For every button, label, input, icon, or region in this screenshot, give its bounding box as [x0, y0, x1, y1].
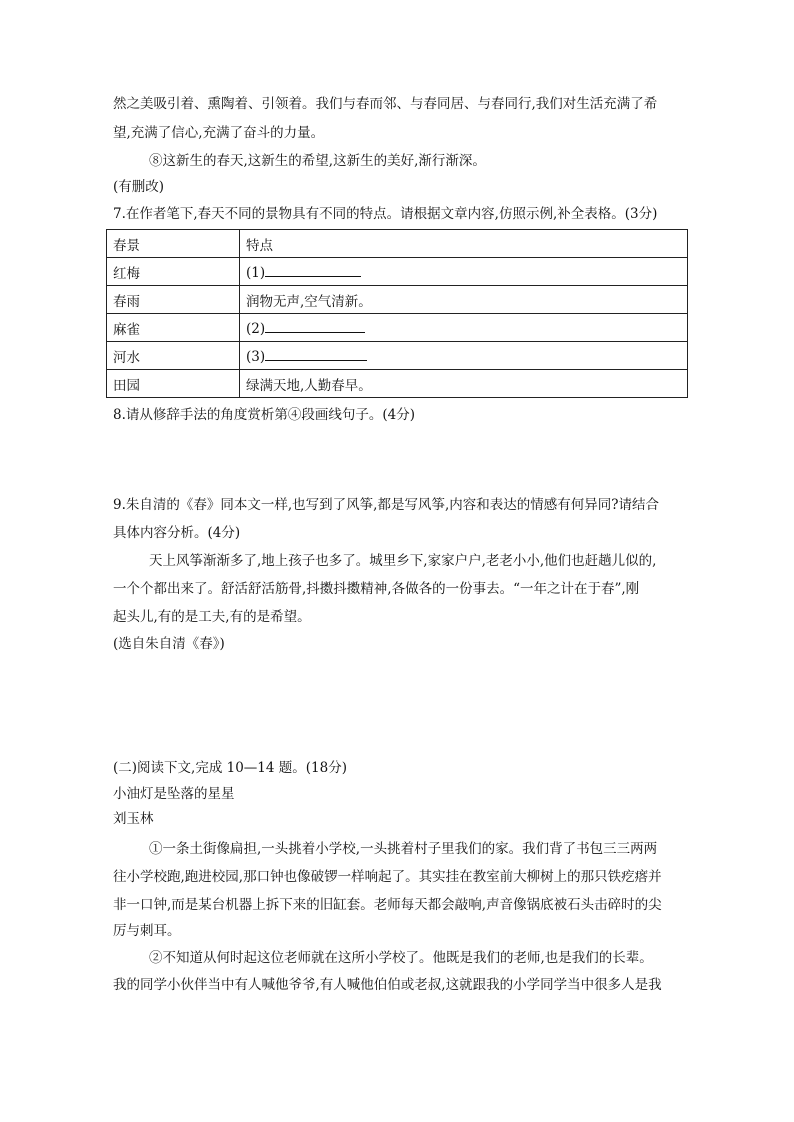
article-paragraph-line: 厉与刺耳。: [113, 923, 181, 939]
question-7-prompt: 7.在作者笔下,春天不同的景物具有不同的特点。请根据文章内容,仿照示例,补全表格。(3分): [113, 206, 658, 222]
question-9-prompt: 具体内容分析。(4分): [113, 525, 241, 541]
answer-blank[interactable]: [265, 262, 361, 277]
table-cell-feature: 润物无声,空气清新。: [240, 286, 688, 314]
table-cell-scene: 春雨: [107, 286, 240, 314]
table-row: [107, 258, 688, 286]
answer-blank[interactable]: [265, 346, 367, 361]
passage-source: (有删改): [113, 179, 165, 195]
table-header-cell: 春景: [107, 230, 240, 258]
question-8-prompt: 8.请从修辞手法的角度赏析第④段画线句子。(4分): [113, 407, 416, 423]
passage-line: 然之美吸引着、熏陶着、引领着。我们与春而邻、与春同居、与春同行,我们对生活充满了希: [113, 96, 658, 112]
article-paragraph-line: 往小学校跑,跑进校园,那口钟也像破锣一样响起了。其实挂在教室前大柳树上的那只铁疙瘩并: [113, 869, 662, 885]
passage-paragraph-8: ⑧这新生的春天,这新生的希望,这新生的美好,渐行渐深。: [149, 153, 486, 169]
table-cell-scene: 红梅: [107, 258, 240, 286]
features-table: [106, 229, 688, 398]
table-cell-feature: [240, 258, 688, 286]
answer-number: (2): [246, 321, 266, 337]
quote-line: 一个个都出来了。舒活舒活筋骨,抖擞抖擞精神,各做各的一份事去。“一年之计在于春”,刚: [113, 581, 640, 597]
answer-number: (1): [246, 265, 266, 281]
answer-number: (3): [246, 349, 266, 365]
article-author: 刘玉林: [113, 811, 154, 827]
question-9-prompt: 9.朱自清的《春》同本文一样,也写到了风筝,都是写风筝,内容和表达的情感有何异同?请结合: [113, 497, 659, 513]
quote-source: (选自朱自清《春》): [113, 636, 225, 652]
table-cell-feature: [240, 342, 688, 370]
answer-blank[interactable]: [265, 318, 365, 333]
quote-line: 天上风筝渐渐多了,地上孩子也多了。城里乡下,家家户户,老老小小,他们也赶趟儿似的,: [149, 553, 657, 569]
section-heading: (二)阅读下文,完成 10—14 题。(18分): [113, 760, 347, 776]
article-paragraph-line: ①一条土街像扁担,一头挑着小学校,一头挑着村子里我们的家。我们背了书包三三两两: [149, 841, 658, 857]
table-cell-scene: 河水: [107, 342, 240, 370]
quote-line: 起头儿,有的是工夫,有的是希望。: [113, 609, 311, 625]
article-paragraph-line: 非一口钟,而是某台机器上拆下来的旧缸套。老师每天都会敲响,声音像锅底被石头击碎时的尖: [113, 897, 662, 913]
table-header-cell: 特点: [240, 230, 688, 258]
article-paragraph-line: 我的同学小伙伴当中有人喊他爷爷,有人喊他伯伯或老叔,这就跟我的小学同学当中很多人是我: [113, 977, 662, 993]
table-row: [107, 286, 688, 314]
table-cell-feature: [240, 314, 688, 342]
article-paragraph-line: ②不知道从何时起这位老师就在这所小学校了。他既是我们的老师,也是我们的长辈。: [149, 950, 653, 966]
table-row: [107, 314, 688, 342]
passage-line: 望,充满了信心,充满了奋斗的力量。: [113, 125, 325, 141]
table-header-row: [107, 230, 688, 258]
table-cell-scene: 田园: [107, 370, 240, 398]
article-title: 小油灯是坠落的星星: [113, 786, 235, 802]
table-cell-scene: 麻雀: [107, 314, 240, 342]
table-row: [107, 370, 688, 398]
table-row: [107, 342, 688, 370]
table-cell-feature: 绿满天地,人勤春早。: [240, 370, 688, 398]
